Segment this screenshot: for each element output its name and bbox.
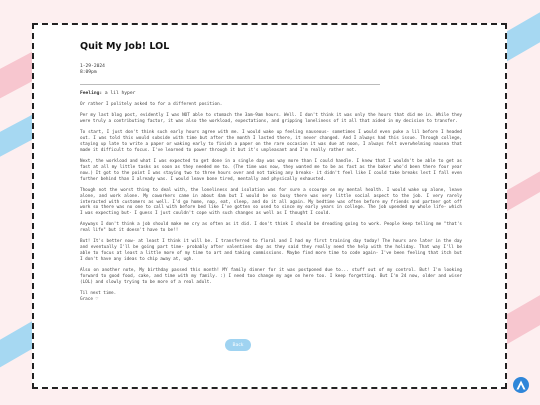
post-paragraph: Next, the workload and what I was expected to get done in a single day was way more than I could handle. I knew that I wouldn't be able to get as fast at all my little tasks as soon as they needed me to. (The time was now, they wanted me to be as fast as the baker who'd been there four year now.) It got to the point I was staying two to three hours over and not taking any breaks- it didn't feel like I could take breaks lest I fall even further behind than I already was. I would leave bone tired, mentally and physically exhausted. bbox=[80, 158, 462, 182]
back-button[interactable]: Back bbox=[225, 339, 251, 351]
post-paragraph: Or rather I politely asked to for a different position. bbox=[80, 102, 223, 107]
post-time: 8:09pm bbox=[80, 70, 97, 75]
post-title: Quit My Job! LOL bbox=[80, 41, 170, 52]
post-paragraph: To start, I just don't think such early hours agree with me. I would wake up feeling nauseous- sometimes I would even puke a lil before I headed out. I was told this would subside with time but after the month I lasted there, it never changed. And I always had this issue. Through college, staying up late to write a paper or waking early to finish a paper on the rare occasion it was due at noon, I always felt overwhelming nausea that made it difficult to focus. I've learned to power through it but it's unpleasant and I'm really rather not. bbox=[80, 130, 462, 153]
feeling-value: a lil hyper bbox=[104, 91, 136, 96]
post-paragraph: Per my last blog post, evidently I was NOT able to stomach the 3am-9am hours. Well. I don't think it was only the hours that did me in. While they were truly a contributing factor, it was also the workload, expectations, and gripping loneliness of it all that aided in my decision to transfer. bbox=[80, 113, 462, 124]
post-paragraph: Though not the worst thing to deal with, the loneliness and isolation was for sure a scourge on my mental health. I would wake up alone, leave alone, and work alone. My coworkers came in about 4am but I would be so busy there was very little social aspect to the job. I very rarely interacted with customers as well. I'd go home, nap, eat, sleep, and do it all again. My bedtime was often before my friends and partner got off work so there was no one to call with before bed like I've gotten so used to since my early years in college. The job upended my whole life- which I was expecting but- I guess I just couldn't cope with such changes as well as I thought I could. bbox=[80, 187, 462, 217]
blog-post-card bbox=[32, 23, 507, 389]
divider bbox=[80, 84, 380, 85]
accessibility-logo-glyph bbox=[515, 379, 527, 391]
accessibility-logo-icon[interactable] bbox=[513, 377, 529, 393]
feeling-label: Feeling: bbox=[80, 91, 103, 96]
post-paragraph: Anyways I don't think a job should make me cry as often as it did. I don't think I should be dreading going to work. People keep telling me "that's real life" but it doesn't have to be!! bbox=[80, 222, 462, 234]
post-paragraph: But! It's better now- at least I think it will be. I transferred to floral and I had my first training day today! The hours are later in the day and eventually I'll be going part time- probably after valentines day as they said they really need the help with the holiday. That way I'll be able to focus at least a little more of my time to art and taking commissions. Maybe find more time to code again- I've been feeling that itch but I don't have any ideas to chip away at, ugh. bbox=[80, 239, 462, 263]
post-body bbox=[80, 102, 462, 303]
feeling-line bbox=[80, 91, 462, 96]
post-date: 1-29-2024 bbox=[80, 64, 105, 69]
post-paragraph: Also on another note, My birthday passed this month! MY family dinner for it was postponed due to... stuff out of my control. But! I'm looking forward to good food, cake, and time with my family. :) I need too change my age on here too. I keep forgetting. But I'm 24 now, older and wiser (LOL) and slowly trying to be more of a real adult. bbox=[80, 268, 462, 286]
post-content bbox=[80, 35, 462, 308]
post-signoff: Til next time. Grace ♡ bbox=[80, 291, 117, 303]
